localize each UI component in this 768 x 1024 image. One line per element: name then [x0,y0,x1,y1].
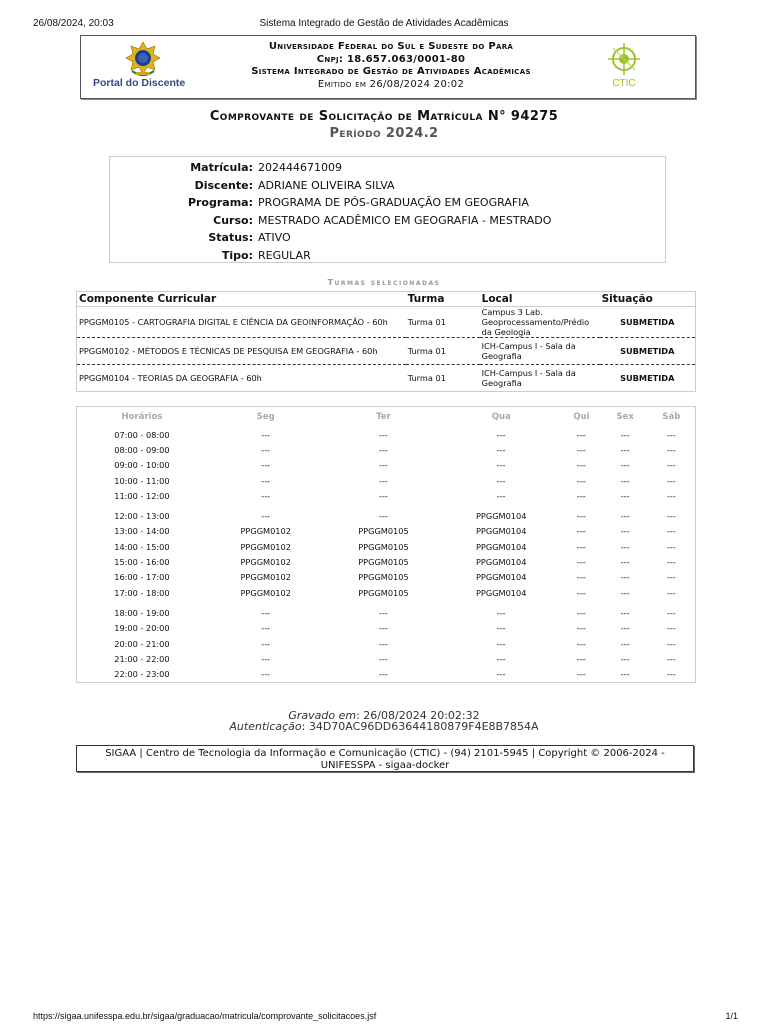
schedule-cell: PPGGM0104 [475,572,527,583]
header-qua: Qua [491,412,511,422]
schedule-cell: --- [620,557,630,568]
schedule-cell: PPGGM0105 [358,541,409,552]
schedule-row [77,427,696,442]
schedule-row [77,621,696,636]
schedule-cell: --- [666,541,676,552]
schedule-cell: PPGGM0102 [240,526,291,537]
table-header-row [77,292,696,307]
field-value: ADRIANE OLIVEIRA SILVA [258,178,395,192]
schedule-cell: --- [620,511,630,522]
schedule-time-cell: 12:00 - 13:00 [114,511,170,522]
schedule-cell: --- [379,607,388,618]
schedule-cell: --- [666,623,676,634]
header-ter: Ter [376,412,391,422]
schedule-cell: --- [261,460,271,471]
schedule-cell: --- [496,669,506,680]
schedule-cell: PPGGM0104 [475,526,527,537]
student-info-box [109,156,666,263]
schedule-cell: --- [496,638,506,649]
schedule-cell: --- [620,572,630,583]
schedule-cell: --- [261,511,271,522]
schedule-row [77,651,696,666]
schedule-cell: --- [620,653,630,664]
schedule-time-cell: 20:00 - 21:00 [114,638,170,649]
schedule-cell: PPGGM0102 [240,541,291,552]
schedule-cell: --- [576,511,586,522]
cell-local: Campus 3 Lab. Geoprocessamento/Prédio da Geologia [480,307,600,338]
schedule-cell: PPGGM0102 [240,557,291,568]
header-local: Local [480,292,600,307]
schedule-cell: PPGGM0104 [475,541,527,552]
schedule-cell: --- [666,511,676,522]
schedule-time-cell: 09:00 - 10:00 [114,460,170,471]
system-footer: SIGAA | Centro de Tecnologia da Informação e Comunicação (CTIC) - (94) 2101-5945 | Copyright © 2006-2024 - UNIFESSPA - sigaa-docker [76,745,694,772]
schedule-cell: --- [261,475,271,486]
info-row-curso [110,214,665,231]
schedule-cell: --- [576,669,586,680]
schedule-cell: --- [620,669,630,680]
field-label: Programa: [187,196,253,209]
field-label: Discente: [194,178,253,192]
recorded-label: Gravado em [288,709,357,722]
schedule-cell: --- [576,460,586,471]
schedule-row [77,636,696,651]
schedule-cell: --- [666,490,676,501]
schedule-row [77,554,696,569]
schedule-time-cell: 21:00 - 22:00 [114,653,170,664]
horarios-header-row [77,407,696,428]
field-value: REGULAR [258,248,311,262]
header-situacao: Situação [600,292,696,307]
schedule-cell: --- [496,444,506,455]
ctic-logo-text: CTIC [612,78,636,89]
schedule-cell: --- [576,638,586,649]
schedule-cell: --- [379,623,388,634]
schedule-cell: --- [261,638,271,649]
schedule-time-cell: 18:00 - 19:00 [114,607,170,618]
header-sab: Sáb [662,412,681,422]
university-name: Universidade Federal do Sul e Sudeste do Pará [268,41,514,52]
system-name: Sistema Integrado de Gestão de Atividades Acadêmicas [251,66,531,77]
schedule-cell: --- [576,475,586,486]
schedule-cell: --- [379,429,388,440]
field-value: PROGRAMA DE PÓS-GRADUAÇÃO EM GEOGRAFIA [258,196,529,209]
cell-situacao: SUBMETIDA [620,373,675,383]
schedule-cell: PPGGM0104 [475,511,527,522]
turmas-table [76,291,696,392]
schedule-cell: --- [576,587,586,598]
print-datetime: 26/08/2024, 20:03 [33,18,114,29]
header-qui: Qui [573,412,590,422]
cell-local: ICH-Campus I - Sala da Geografia [480,338,600,365]
info-row-discente [110,179,665,196]
authentication [0,720,768,733]
schedule-row [77,473,696,488]
cell-componente: PPGGM0102 - MÉTODOS E TÉCNICAS DE PESQUISA EM GEOGRAFIA - 60h [77,338,406,365]
schedule-cell: --- [576,572,586,583]
schedule-cell: --- [496,623,506,634]
table-row [77,307,696,338]
schedule-cell: --- [496,490,506,501]
info-row-tipo [110,249,665,266]
schedule-cell: --- [261,623,271,634]
cell-situacao: SUBMETIDA [600,307,696,338]
header-componente: Componente Curricular [77,292,406,307]
schedule-time-cell: 14:00 - 15:00 [114,541,170,552]
schedule-cell: --- [620,541,630,552]
schedule-time-cell: 17:00 - 18:00 [114,587,170,598]
schedule-cell: --- [576,526,586,537]
schedule-cell: --- [379,638,388,649]
schedule-cell: --- [666,444,676,455]
schedule-row [77,524,696,539]
schedule-cell: PPGGM0102 [240,587,291,598]
schedule-cell: PPGGM0104 [475,557,527,568]
header-turma: Turma [406,292,480,307]
schedule-cell: --- [379,511,388,522]
schedule-cell: PPGGM0105 [358,526,409,537]
institution-header [80,35,696,99]
issued-date: Emitido em 26/08/2024 20:02 [317,78,465,90]
schedule-cell: PPGGM0105 [358,557,409,568]
horarios-table [76,406,696,683]
info-row-programa [110,196,665,213]
schedule-cell: --- [261,490,271,501]
authentication-label: Autenticação [229,720,302,733]
schedule-row [77,585,696,600]
schedule-cell: --- [666,557,676,568]
schedule-row [77,600,696,620]
schedule-cell: --- [620,526,630,537]
schedule-cell: --- [666,526,676,537]
schedule-cell: --- [496,475,506,486]
schedule-cell: --- [576,607,586,618]
schedule-row [77,458,696,473]
field-value: ATIVO [258,231,291,244]
authentication-value: : 34D70AC96DD63644180879F4E8B7854A [301,720,539,733]
schedule-time-cell: 13:00 - 14:00 [114,526,170,537]
schedule-cell: --- [379,475,388,486]
schedule-cell: --- [261,669,271,680]
schedule-cell: --- [379,444,388,455]
cell-turma: Turma 01 [407,373,446,383]
schedule-cell: --- [496,653,506,664]
schedule-cell: --- [576,444,586,455]
schedule-time-cell: 07:00 - 08:00 [114,429,170,440]
cell-situacao: SUBMETIDA [600,338,696,365]
schedule-cell: --- [666,460,676,471]
schedule-cell: --- [620,587,630,598]
header-sex: Sex [616,412,634,422]
document-period: Período 2024.2 [329,126,439,141]
cell-turma: Turma 01 [406,307,480,338]
info-row-status [110,231,665,248]
cell-componente: PPGGM0104 - TEORIAS DA GEOGRAFIA - 60h [79,373,262,383]
print-url: https://sigaa.unifesspa.edu.br/sigaa/graduacao/matricula/comprovante_solicitacoes.jsf [33,1011,377,1021]
schedule-time-cell: 19:00 - 20:00 [114,623,170,634]
field-label: Matrícula: [190,161,253,174]
schedule-cell: --- [666,429,676,440]
print-page-title: Sistema Integrado de Gestão de Atividades Acadêmicas [259,18,509,29]
schedule-cell: --- [576,541,586,552]
schedule-time-cell: 22:00 - 23:00 [114,669,170,680]
schedule-time-cell: 08:00 - 09:00 [114,444,170,455]
schedule-cell: --- [620,444,630,455]
header-horarios: Horários [121,412,163,422]
schedule-row [77,442,696,457]
schedule-cell: --- [261,429,271,440]
institution-info [201,41,581,91]
schedule-time-cell: 10:00 - 11:00 [114,475,170,486]
schedule-cell: --- [496,607,506,618]
schedule-time-cell: 11:00 - 12:00 [114,490,170,501]
schedule-cell: --- [666,638,676,649]
schedule-cell: --- [576,557,586,568]
schedule-cell: --- [666,653,676,664]
schedule-cell: --- [620,475,630,486]
schedule-cell: PPGGM0102 [240,572,291,583]
schedule-time-cell: 16:00 - 17:00 [114,572,170,583]
table-row [77,365,696,392]
schedule-cell: --- [576,490,586,501]
schedule-cell: --- [379,669,388,680]
document-title: Comprovante de Solicitação de Matrícula N° 94275 [209,109,559,124]
brazil-coat-of-arms-icon [125,41,161,79]
schedule-row [77,503,696,523]
schedule-cell: --- [666,475,676,486]
schedule-cell: --- [666,607,676,618]
field-value: 202444671009 [258,161,342,174]
schedule-row [77,666,696,682]
turmas-caption: Turmas selecionadas [327,278,441,287]
ctic-logo-icon [599,40,649,90]
schedule-cell: --- [666,587,676,598]
schedule-cell: --- [261,653,271,664]
schedule-cell: PPGGM0104 [475,587,527,598]
schedule-cell: PPGGM0105 [358,572,409,583]
schedule-cell: --- [261,444,271,455]
schedule-cell: --- [620,623,630,634]
schedule-cell: --- [620,460,630,471]
portal-label: Portal do Discente [93,77,186,89]
schedule-cell: --- [261,607,271,618]
schedule-row [77,570,696,585]
schedule-cell: --- [379,490,388,501]
schedule-cell: --- [379,653,388,664]
cnpj: Cnpj: 18.657.063/0001-80 [316,53,466,65]
info-row-matricula [110,161,665,178]
field-label: Status: [208,231,253,244]
header-seg: Seg [256,412,275,422]
print-page-number: 1/1 [725,1011,738,1021]
schedule-cell: --- [496,429,506,440]
field-value: MESTRADO ACADÊMICO EM GEOGRAFIA - MESTRADO [258,213,552,227]
schedule-cell: --- [576,653,586,664]
schedule-cell: --- [666,669,676,680]
field-label: Curso: [213,213,253,227]
schedule-cell: --- [620,429,630,440]
schedule-cell: --- [666,572,676,583]
schedule-time-cell: 15:00 - 16:00 [114,557,170,568]
schedule-cell: --- [496,460,506,471]
table-row [77,338,696,365]
schedule-cell: --- [620,607,630,618]
recorded-value: : 26/08/2024 20:02:32 [356,709,480,722]
schedule-cell: --- [576,623,586,634]
schedule-cell: --- [576,429,586,440]
cell-turma: Turma 01 [406,338,480,365]
field-label: Tipo: [221,248,253,262]
schedule-row [77,488,696,503]
cell-local: ICH-Campus I - Sala da Geografia [481,368,576,388]
schedule-cell: --- [379,460,388,471]
schedule-row [77,539,696,554]
cell-componente: PPGGM0105 - CARTOGRAFIA DIGITAL E CIÊNCIA DA GEOINFORMAÇÃO - 60h [77,307,406,338]
schedule-cell: --- [620,638,630,649]
schedule-cell: PPGGM0105 [358,587,409,598]
schedule-cell: --- [620,490,630,501]
